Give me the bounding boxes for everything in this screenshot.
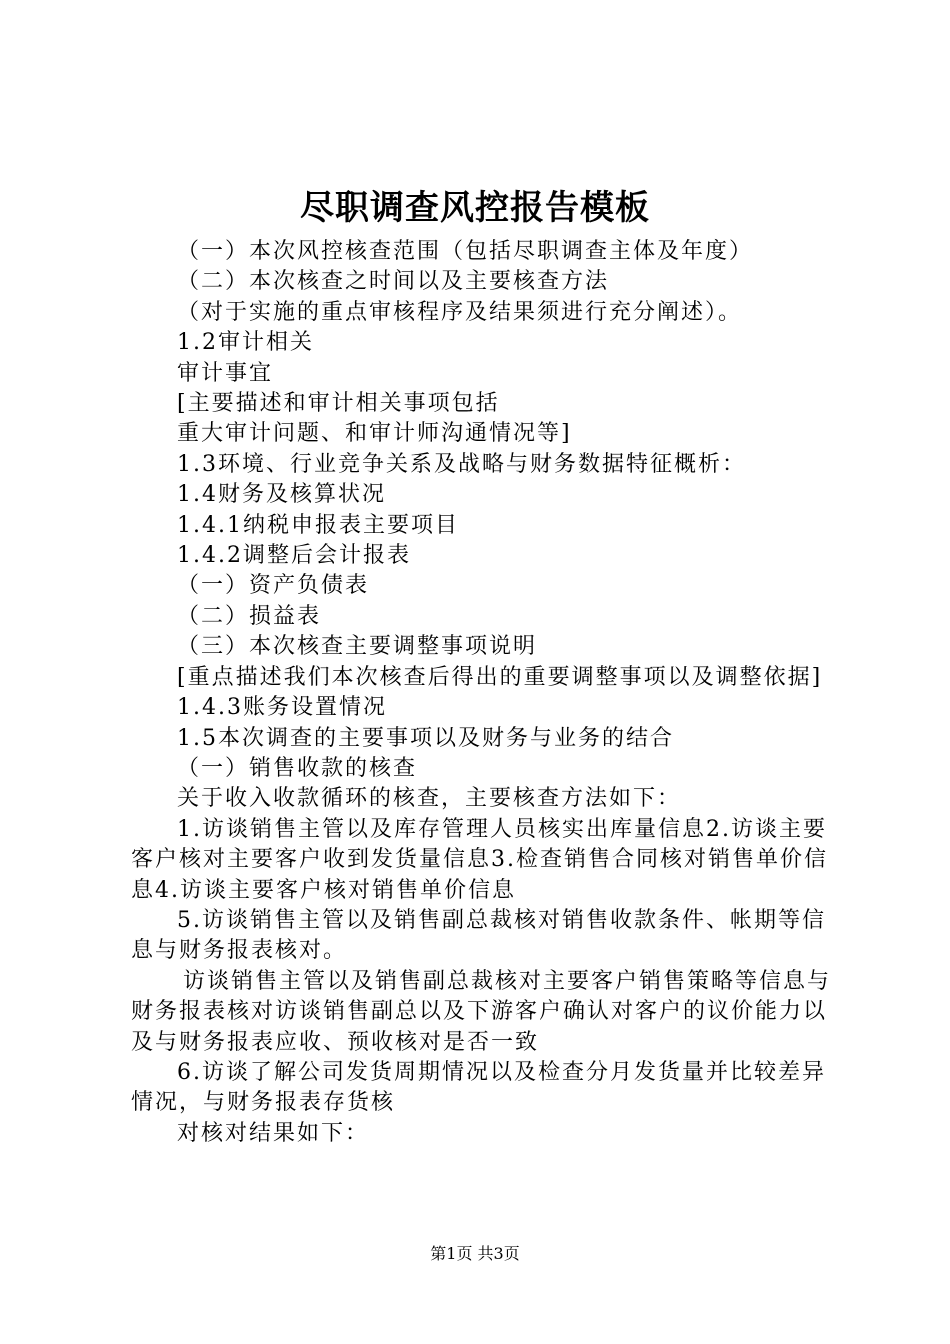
paragraph: （一）资产负债表	[177, 573, 370, 599]
section-heading: 1.4.3账务设置情况	[177, 695, 387, 721]
paragraph: （三）本次核查主要调整事项说明	[177, 634, 538, 660]
document-body	[131, 237, 831, 1149]
paragraph: （二）损益表	[177, 603, 322, 629]
section-heading: 1.3环境、行业竞争关系及战略与财务数据特征概析：	[177, 451, 746, 477]
paragraph: （一）本次风控核查范围（包括尽职调查主体及年度）	[177, 239, 754, 264]
section-heading: 1.4.1纳税申报表主要项目	[177, 512, 459, 538]
paragraph: 关于收入收款循环的核查，主要核查方法如下：	[177, 786, 682, 812]
paragraph: （二）本次核查之时间以及主要核查方法	[177, 269, 610, 295]
document-title: 尽职调查风控报告模板	[300, 188, 650, 228]
paragraph: 审计事宜	[177, 360, 274, 386]
paragraph: 访谈销售主管以及销售副总裁核对主要客户销售策略等信息与财务报表核对访谈销售副总以及下游客户确认对客户的议价能力以及与财务报表应收、预收核对是否一致	[131, 968, 832, 1055]
paragraph: 1.访谈销售主管以及库存管理人员核实出库量信息2.访谈主要客户核对主要客户收到发货量信息3.检查销售合同核对销售单价信息4.访谈主要客户核对销售单价信息	[131, 816, 828, 903]
paragraph: [重点描述我们本次核查后得出的重要调整事项以及调整依据]	[177, 664, 823, 690]
section-heading: 1.4.2调整后会计报表	[177, 543, 411, 569]
paragraph: 5.访谈销售主管以及销售副总裁核对销售收款条件、帐期等信息与财务报表核对。	[131, 907, 826, 964]
paragraph: 6.访谈了解公司发货周期情况以及检查分月发货量并比较差异情况，与财务报表存货核	[131, 1059, 826, 1116]
paragraph: （对于实施的重点审核程序及结果须进行充分阐述）。	[177, 299, 743, 325]
paragraph: 重大审计问题、和审计师沟通情况等]	[177, 421, 572, 447]
section-heading: 1.2审计相关	[177, 330, 314, 356]
paragraph: （一）销售收款的核查	[177, 755, 418, 781]
paragraph: [主要描述和审计相关事项包括	[177, 391, 500, 417]
section-heading: 1.4财务及核算状况	[177, 482, 386, 508]
page-number: 第1页 共3页	[430, 1244, 520, 1263]
paragraph: 对核对结果如下：	[177, 1120, 370, 1146]
section-heading: 1.5本次调查的主要事项以及财务与业务的结合	[177, 725, 674, 751]
